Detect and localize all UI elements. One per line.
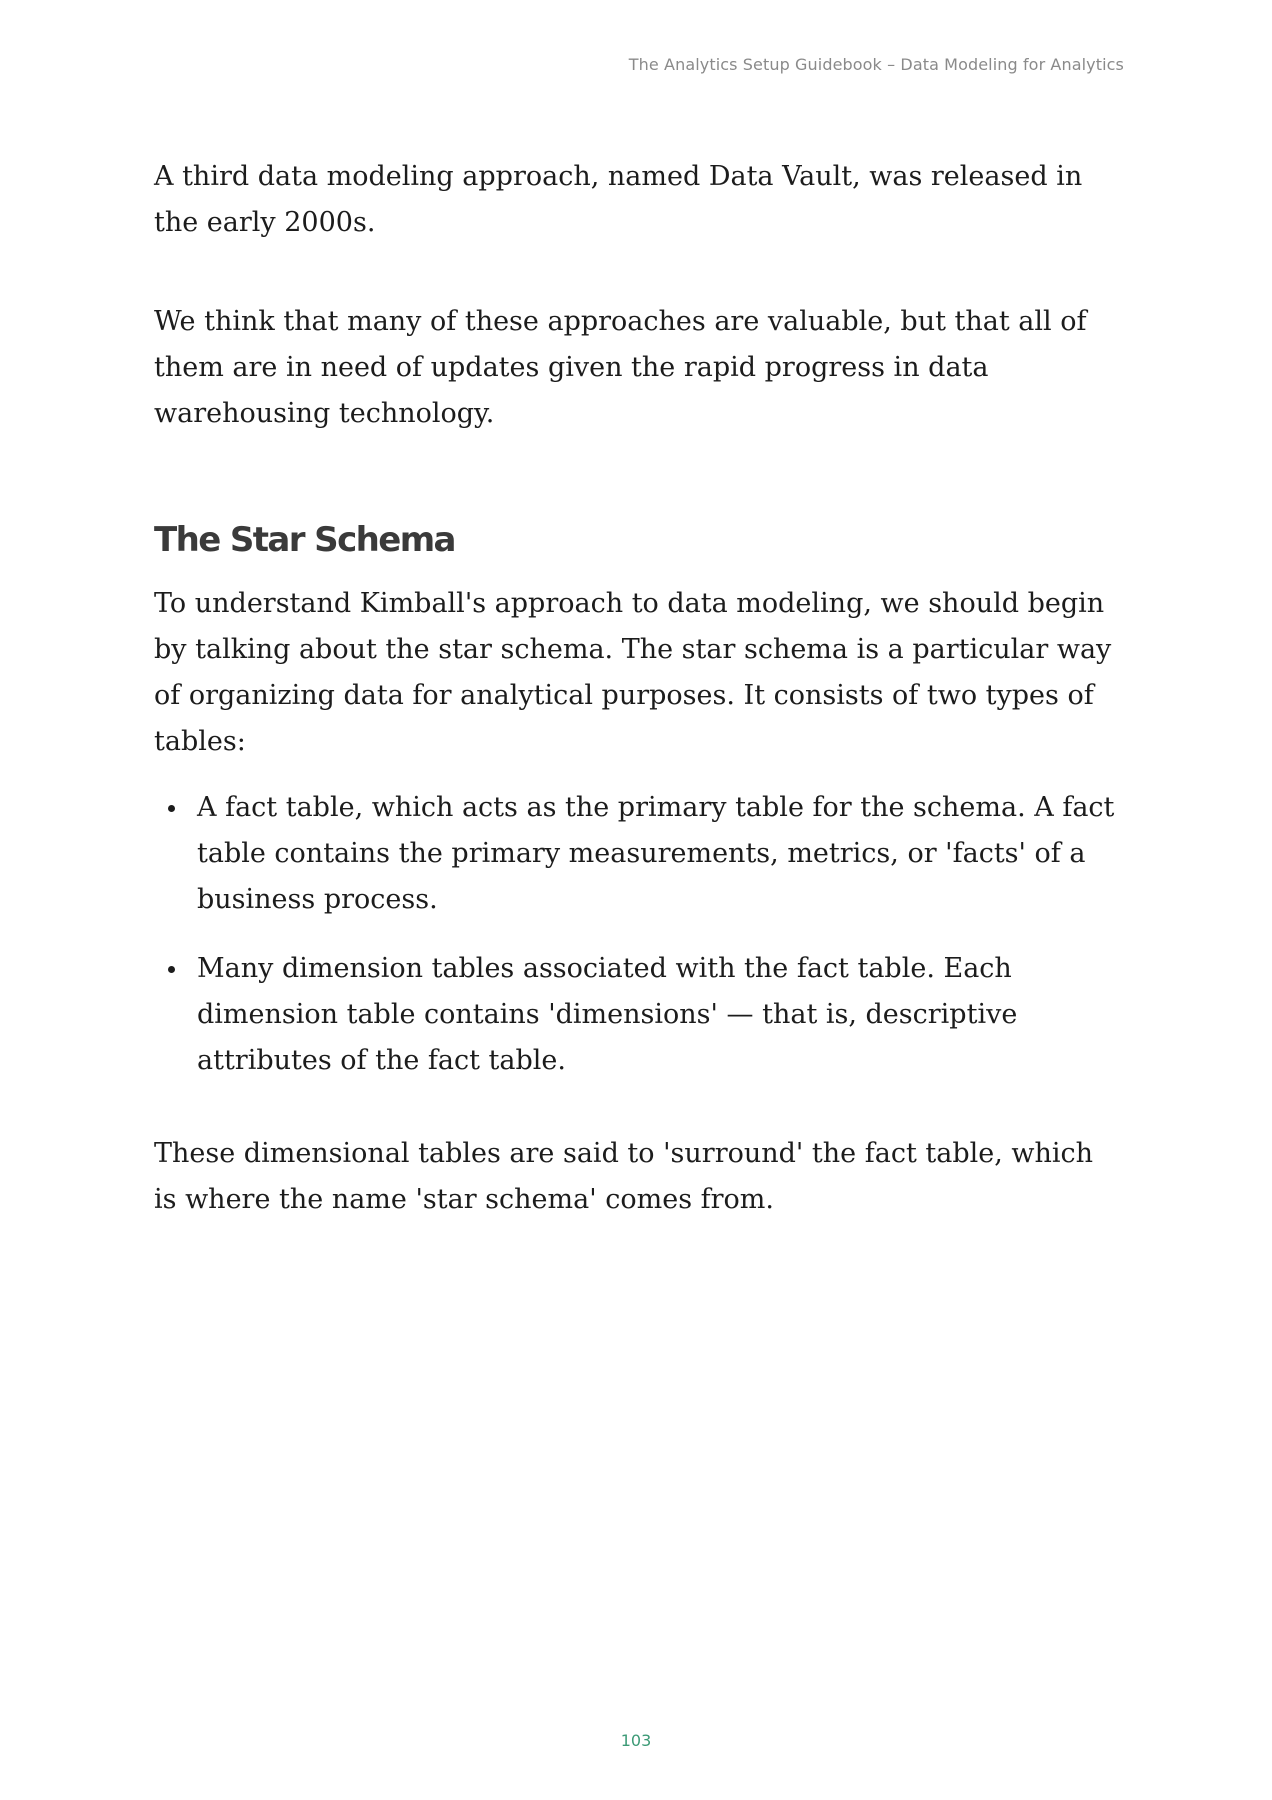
section-heading-star-schema: The Star Schema xyxy=(154,520,455,560)
list-item-text: A fact table, which acts as the primary table for the schema. A fact table contains the primary measurements, metrics, or 'facts' of a business process. xyxy=(197,792,1115,915)
paragraph-approaches: We think that many of these approaches are valuable, but that all of them are in need of updates given the rapid progress in data warehousing technology. xyxy=(154,306,1087,429)
bullet-icon xyxy=(168,805,175,812)
paragraph-star-schema-name: These dimensional tables are said to 'surround' the fact table, which is where the name 'star schema' comes from. xyxy=(154,1138,1094,1215)
list-item-dimension-tables xyxy=(154,946,1124,1084)
page-content xyxy=(154,154,1124,1223)
page-number: 103 xyxy=(620,1731,652,1750)
bullet-icon xyxy=(168,966,175,973)
table-types-list xyxy=(154,785,1124,1084)
paragraph-data-vault: A third data modeling approach, named Data Vault, was released in the early 2000s. xyxy=(154,161,1083,238)
paragraph-star-schema-intro: To understand Kimball's approach to data modeling, we should begin by talking about the star schema. The star schema is a particular way of organizing data for analytical purposes. It consists of two types of tables: xyxy=(154,588,1112,757)
running-header: The Analytics Setup Guidebook – Data Modeling for Analytics xyxy=(628,55,1124,74)
list-item-fact-table xyxy=(154,785,1124,923)
list-item-text: Many dimension tables associated with the fact table. Each dimension table contains 'dimensions' — that is, descriptive attributes of the fact table. xyxy=(197,953,1018,1076)
